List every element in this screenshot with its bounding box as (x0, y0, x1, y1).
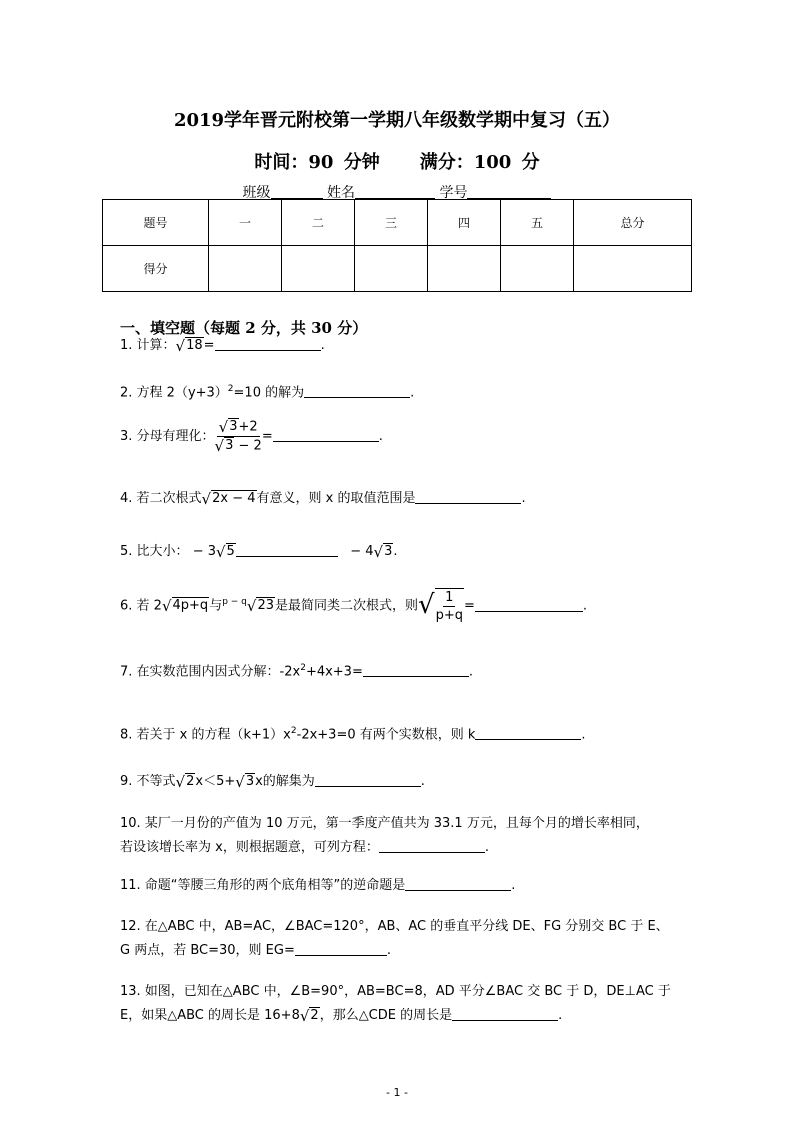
sqrt-expression: √ 2 (299, 1006, 319, 1025)
sqrt-expression: √ 3 (235, 772, 255, 791)
answer-blank[interactable] (363, 661, 469, 677)
class-field[interactable] (271, 184, 323, 199)
question-9: 9. 不等式 √ 2 x＜5+ √ 3 x的解集为 . (120, 772, 425, 791)
answer-blank[interactable] (475, 596, 583, 612)
question-text: 4. 若二次根式 (120, 491, 202, 506)
score-table (102, 199, 692, 292)
question-7: 7. 在实数范围内因式分解：$-2x^2+4x+3=$ . (120, 663, 473, 680)
question-text: 8. 若关于 x 的方程（k+1）x (120, 727, 291, 743)
header-cell: 二 (282, 200, 355, 246)
header-cell: 五 (501, 200, 574, 246)
sqrt-expression: √ 5 (215, 542, 235, 561)
id-label: 学号 (439, 185, 468, 201)
question-1: 1. 计算： √ 18 = . (120, 336, 325, 355)
question-12: 12. 在△ABC 中，AB=AC，∠BAC=120°，AB、AC 的垂直平分线 DE、FG 分别交 BC 于 E、 G 两点，若 BC=30，则 EG= . (120, 915, 669, 963)
answer-blank[interactable] (236, 541, 338, 557)
page-title: 2019学年晋元附校第一学期八年级数学期中复习（五） (173, 110, 621, 131)
sqrt-expression: √ 4p+q (161, 597, 209, 615)
question-4: 4. 若二次根式 √ 2x − 4 有意义，则 x 的取值范围是 . (120, 489, 526, 508)
sqrt-expression: √ 3 (373, 542, 393, 561)
name-label: 姓名 (327, 185, 355, 201)
answer-blank[interactable] (452, 1005, 558, 1021)
score-table-header-row (103, 200, 692, 246)
answer-blank[interactable] (215, 335, 321, 351)
question-11: 11. 命题“等腰三角形的两个底角相等”的逆命题是 . (120, 874, 515, 898)
score-cell[interactable] (209, 246, 282, 292)
class-label: 班级 (242, 185, 271, 201)
header-cell: 四 (428, 200, 501, 246)
score-cell[interactable] (501, 246, 574, 292)
question-13: 13. 如图，已知在△ABC 中，∠B=90°，AB=BC=8，AD 平分∠BAC 交 BC 于 D，DE⊥AC 于 E，如果△ABC 的周长是 16+8 √ 2 ，那么△CDE 的周长是 . (120, 980, 671, 1028)
score-table-score-row (103, 246, 692, 292)
score-cell[interactable] (428, 246, 501, 292)
sqrt-expression: √ 2 (175, 772, 195, 791)
id-field[interactable] (467, 184, 551, 199)
time-label: 时间：90 分钟 (254, 152, 380, 173)
fraction: √ 3 +2 √ 3 − 2 (214, 418, 262, 455)
answer-blank[interactable] (295, 940, 387, 956)
question-text: 12. 在△ABC 中，AB=AC，∠BAC=120°，AB、AC 的垂直平分线 DE、FG 分别交 BC 于 E、 (120, 919, 669, 934)
question-10: 10. 某厂一月份的产值为 10 万元，第一季度产值共为 33.1 万元，且每个月的增长率相同， 若设该增长率为 x，则根据题意，可列方程： . (120, 812, 649, 860)
answer-blank[interactable] (405, 875, 511, 891)
score-cell[interactable] (355, 246, 428, 292)
question-6: 6. 若 2 √ 4p+q 与$^{p - q}$ √ 23 是最简同类二次根式，则 √ $\frac{1}{p+q}$ = . (120, 590, 588, 623)
score-cell[interactable] (282, 246, 355, 292)
score-cell[interactable] (574, 246, 692, 292)
header-cell: 总分 (574, 200, 692, 246)
answer-blank[interactable] (304, 382, 410, 398)
answer-blank[interactable] (315, 771, 421, 787)
question-text: 7. 在实数范围内因式分解：-2x (120, 664, 301, 680)
question-8: 8. 若关于 x 的方程$(k+1)x^2-2x+3=0$ 有两个实数根，则 k . (120, 726, 586, 743)
question-text: 1. 计算： (120, 338, 176, 353)
score-label: 满分：100 分 (419, 152, 540, 173)
question-text: 2. 方程 2（y+3） (120, 385, 228, 401)
answer-blank[interactable] (415, 488, 521, 504)
question-2: 2. 方程 $2(y+3)^2=10$ 的解为 . (120, 384, 415, 401)
question-text: 9. 不等式 (120, 774, 176, 789)
question-text: 10. 某厂一月份的产值为 10 万元，第一季度产值共为 33.1 万元，且每个月的增长率相同， (120, 816, 649, 831)
header-cell: 三 (355, 200, 428, 246)
score-row-label: 得分 (103, 246, 209, 292)
question-text: 13. 如图，已知在△ABC 中，∠B=90°，AB=BC=8，AD 平分∠BAC 交 BC 于 D，DE⊥AC 于 (120, 984, 671, 999)
page-number: - 1 - (386, 1086, 408, 1099)
name-field[interactable] (355, 184, 435, 199)
question-text: 6. 若 2 (120, 598, 162, 614)
sqrt-expression: √ 2x − 4 (201, 489, 256, 508)
answer-blank[interactable] (379, 837, 485, 853)
question-text: 5. 比大小： (120, 544, 189, 559)
answer-blank[interactable] (273, 426, 379, 442)
header-cell: 一 (209, 200, 282, 246)
sqrt-expression: √ 23 (246, 597, 275, 615)
question-5: 5. 比大小： − 3 √ 5 − 4 √ 3 . (120, 542, 398, 561)
section-title: 一、填空题（每题 2 分，共 30 分） (120, 319, 368, 337)
answer-blank[interactable] (475, 724, 581, 740)
question-3: 3. 分母有理化： √ 3 +2 √ 3 − 2 = . (120, 418, 383, 455)
sqrt-expression: √ 18 (175, 336, 203, 355)
exam-meta (0, 148, 794, 174)
question-text: 3. 分母有理化： (120, 429, 215, 444)
sqrt-fraction: √ $\frac{1}{p+q}$ (418, 590, 464, 623)
header-cell: 题号 (103, 200, 209, 246)
question-text: 11. 命题“等腰三角形的两个底角相等”的逆命题是 (120, 878, 406, 893)
